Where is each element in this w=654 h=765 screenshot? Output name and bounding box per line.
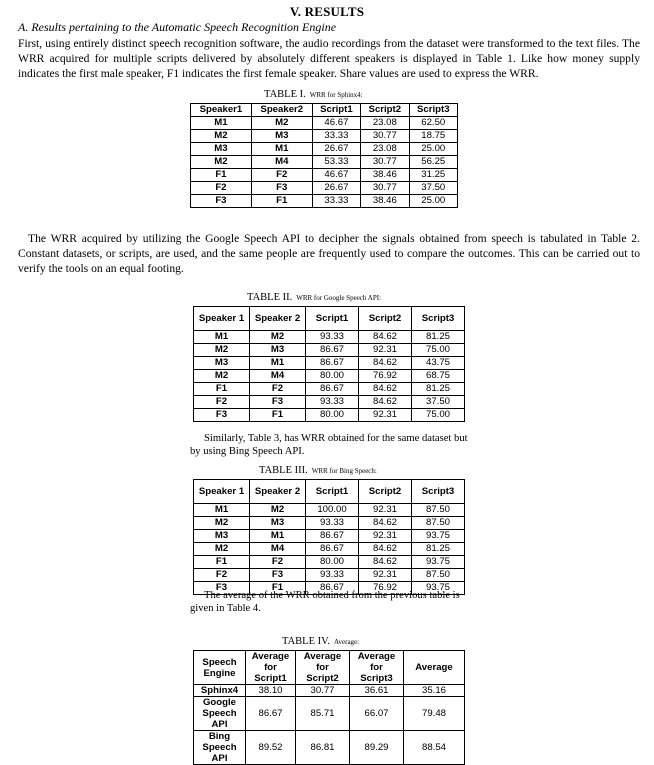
table-row xyxy=(194,731,465,765)
row-label-cell: M2 xyxy=(194,543,250,556)
value-cell: 89.29 xyxy=(350,731,404,765)
table-header-cell: Speaker 2 xyxy=(250,307,306,331)
table-row xyxy=(194,569,465,582)
value-cell: 86.67 xyxy=(306,582,359,595)
row-label-cell: M4 xyxy=(250,370,306,383)
table-row xyxy=(194,530,465,543)
paragraph-average: The average of the WRR obtained from the previous table is given in Table 4. xyxy=(190,590,460,614)
row-label-cell: F2 xyxy=(194,396,250,409)
table-header-cell: Script3 xyxy=(412,307,465,331)
value-cell: 75.00 xyxy=(412,344,465,357)
table-header-cell: Average for Script2 xyxy=(296,651,350,685)
table-header-cell: Script1 xyxy=(312,104,360,117)
value-cell: 86.67 xyxy=(306,530,359,543)
value-cell: 81.25 xyxy=(412,331,465,344)
section-title: V. RESULTS xyxy=(289,4,365,19)
table-row xyxy=(191,117,458,130)
value-cell: 30.77 xyxy=(361,182,409,195)
value-cell: 93.33 xyxy=(306,331,359,344)
value-cell: 84.62 xyxy=(359,543,412,556)
value-cell: 30.77 xyxy=(361,130,409,143)
row-label-cell: M1 xyxy=(250,357,306,370)
table-4-caption xyxy=(282,636,359,647)
row-label-cell: F1 xyxy=(251,195,312,208)
table-row xyxy=(194,504,465,517)
value-cell: 88.54 xyxy=(404,731,465,765)
value-cell: 33.33 xyxy=(312,195,360,208)
value-cell: 86.81 xyxy=(296,731,350,765)
value-cell: 86.67 xyxy=(306,383,359,396)
table-2-google xyxy=(193,306,465,422)
table-header-cell: Speech Engine xyxy=(194,651,246,685)
table-row xyxy=(194,331,465,344)
value-cell: 56.25 xyxy=(409,156,457,169)
row-label-cell: F2 xyxy=(191,182,252,195)
row-label-cell: M2 xyxy=(194,517,250,530)
row-label-cell: M4 xyxy=(250,543,306,556)
row-label-cell: M2 xyxy=(194,370,250,383)
table-header-cell: Script3 xyxy=(409,104,457,117)
value-cell: 85.71 xyxy=(296,697,350,731)
value-cell: 92.31 xyxy=(359,344,412,357)
row-label-cell: M1 xyxy=(251,143,312,156)
table-header-cell: Script2 xyxy=(361,104,409,117)
table-row xyxy=(194,383,465,396)
table-4-average xyxy=(193,650,465,765)
row-label-cell: M4 xyxy=(251,156,312,169)
value-cell: 80.00 xyxy=(306,409,359,422)
value-cell: 93.33 xyxy=(306,569,359,582)
table-1-title: WRR for Sphinx4: xyxy=(309,91,363,99)
table-3-label: TABLE III. xyxy=(259,465,308,476)
value-cell: 35.16 xyxy=(404,685,465,697)
table-row xyxy=(194,396,465,409)
table-4-title: Average: xyxy=(333,638,360,646)
row-label-cell: F1 xyxy=(250,582,306,595)
value-cell: 93.75 xyxy=(412,556,465,569)
table-row xyxy=(194,697,465,731)
row-label-cell: M2 xyxy=(250,331,306,344)
value-cell: 84.62 xyxy=(359,331,412,344)
value-cell: 100.00 xyxy=(306,504,359,517)
table-header-cell: Script3 xyxy=(412,480,465,504)
table-3-body xyxy=(194,504,465,595)
table-2-title: WRR for Google Speech API: xyxy=(296,294,381,302)
row-label-cell: Bing Speech API xyxy=(194,731,246,765)
row-label-cell: M3 xyxy=(250,344,306,357)
value-cell: 31.25 xyxy=(409,169,457,182)
value-cell: 36.61 xyxy=(350,685,404,697)
value-cell: 86.67 xyxy=(306,543,359,556)
table-2-body xyxy=(194,331,465,422)
table-2-caption xyxy=(247,292,381,303)
table-header-cell: Speaker2 xyxy=(251,104,312,117)
value-cell: 66.07 xyxy=(350,697,404,731)
table-1-label: TABLE I. xyxy=(264,89,306,100)
row-label-cell: M2 xyxy=(251,117,312,130)
table-row xyxy=(194,344,465,357)
value-cell: 87.50 xyxy=(412,569,465,582)
value-cell: 23.08 xyxy=(361,143,409,156)
table-row xyxy=(194,409,465,422)
table-row xyxy=(194,370,465,383)
row-label-cell: F3 xyxy=(191,195,252,208)
value-cell: 92.31 xyxy=(359,504,412,517)
table-header-cell: Script1 xyxy=(306,480,359,504)
value-cell: 30.77 xyxy=(361,156,409,169)
value-cell: 25.00 xyxy=(409,195,457,208)
table-4-label: TABLE IV. xyxy=(282,636,330,647)
value-cell: 79.48 xyxy=(404,697,465,731)
value-cell: 38.46 xyxy=(361,169,409,182)
value-cell: 46.67 xyxy=(312,169,360,182)
table-header-cell: Speaker 2 xyxy=(250,480,306,504)
row-label-cell: M3 xyxy=(191,143,252,156)
row-label-cell: M2 xyxy=(194,344,250,357)
table-row xyxy=(194,685,465,697)
paragraph-intro: First, using entirely distinct speech recognition software, the audio recordings from the dataset were transformed to the text files. The WRR acquired for multiple scripts delivered by absolutely different speakers is displayed in Table 1. Like how money supply indicates the first male speaker, F1 indicates the first female speaker. Share values are used to express the WRR. xyxy=(18,37,640,80)
table-3-bing xyxy=(193,479,465,595)
table-header-cell: Average xyxy=(404,651,465,685)
row-label-cell: M1 xyxy=(194,331,250,344)
value-cell: 80.00 xyxy=(306,370,359,383)
table-header-cell: Speaker1 xyxy=(191,104,252,117)
row-label-cell: F3 xyxy=(194,582,250,595)
row-label-cell: F1 xyxy=(250,409,306,422)
value-cell: 37.50 xyxy=(409,182,457,195)
value-cell: 26.67 xyxy=(312,143,360,156)
row-label-cell: F2 xyxy=(250,556,306,569)
value-cell: 37.50 xyxy=(412,396,465,409)
value-cell: 93.33 xyxy=(306,396,359,409)
row-label-cell: F3 xyxy=(250,396,306,409)
row-label-cell: M3 xyxy=(194,530,250,543)
value-cell: 62.50 xyxy=(409,117,457,130)
value-cell: 75.00 xyxy=(412,409,465,422)
table-row xyxy=(194,556,465,569)
row-label-cell: Google Speech API xyxy=(194,697,246,731)
value-cell: 84.62 xyxy=(359,396,412,409)
value-cell: 26.67 xyxy=(312,182,360,195)
table-1-body xyxy=(191,117,458,208)
table-header-cell: Script2 xyxy=(359,480,412,504)
row-label-cell: M2 xyxy=(191,156,252,169)
value-cell: 84.62 xyxy=(359,556,412,569)
row-label-cell: M1 xyxy=(194,504,250,517)
value-cell: 18.75 xyxy=(409,130,457,143)
value-cell: 46.67 xyxy=(312,117,360,130)
row-label-cell: F2 xyxy=(250,383,306,396)
value-cell: 84.62 xyxy=(359,383,412,396)
row-label-cell: Sphinx4 xyxy=(194,685,246,697)
paragraph-google: The WRR acquired by utilizing the Google Speech API to decipher the signals obtained from speech is tabulated in Table 2. Constant datasets, or scripts, are used, and the same people are frequently used to compare the outcomes. This can be carried out to verify the tools on an equal footing. xyxy=(18,232,640,275)
row-label-cell: F2 xyxy=(194,569,250,582)
value-cell: 92.31 xyxy=(359,569,412,582)
value-cell: 30.77 xyxy=(296,685,350,697)
table-header-cell: Script1 xyxy=(306,307,359,331)
table-3-caption xyxy=(259,465,377,476)
row-label-cell: F2 xyxy=(251,169,312,182)
value-cell: 93.75 xyxy=(412,530,465,543)
value-cell: 43.75 xyxy=(412,357,465,370)
table-row xyxy=(191,195,458,208)
value-cell: 33.33 xyxy=(312,130,360,143)
table-row xyxy=(191,169,458,182)
value-cell: 76.92 xyxy=(359,370,412,383)
value-cell: 68.75 xyxy=(412,370,465,383)
row-label-cell: F1 xyxy=(194,556,250,569)
table-row xyxy=(191,156,458,169)
row-label-cell: F1 xyxy=(191,169,252,182)
table-1-sphinx4 xyxy=(190,103,458,208)
value-cell: 38.10 xyxy=(246,685,296,697)
value-cell: 86.67 xyxy=(306,344,359,357)
value-cell: 89.52 xyxy=(246,731,296,765)
value-cell: 92.31 xyxy=(359,530,412,543)
row-label-cell: M2 xyxy=(250,504,306,517)
table-row xyxy=(194,543,465,556)
value-cell: 93.33 xyxy=(306,517,359,530)
paragraph-bing: Similarly, Table 3, has WRR obtained for the same dataset but by using Bing Speech API. xyxy=(190,433,468,457)
value-cell: 80.00 xyxy=(306,556,359,569)
value-cell: 23.08 xyxy=(361,117,409,130)
row-label-cell: M1 xyxy=(250,530,306,543)
table-row xyxy=(191,182,458,195)
table-1-caption xyxy=(264,89,363,100)
value-cell: 53.33 xyxy=(312,156,360,169)
table-3-title: WRR for Bing Speech: xyxy=(311,467,377,475)
table-row xyxy=(191,143,458,156)
value-cell: 76.92 xyxy=(359,582,412,595)
value-cell: 86.67 xyxy=(306,357,359,370)
value-cell: 86.67 xyxy=(246,697,296,731)
value-cell: 38.46 xyxy=(361,195,409,208)
row-label-cell: M3 xyxy=(194,357,250,370)
table-row xyxy=(191,130,458,143)
value-cell: 81.25 xyxy=(412,543,465,556)
row-label-cell: M1 xyxy=(191,117,252,130)
value-cell: 93.75 xyxy=(412,582,465,595)
value-cell: 87.50 xyxy=(412,504,465,517)
row-label-cell: M3 xyxy=(250,517,306,530)
row-label-cell: M2 xyxy=(191,130,252,143)
value-cell: 81.25 xyxy=(412,383,465,396)
table-header-cell: Speaker 1 xyxy=(194,480,250,504)
value-cell: 92.31 xyxy=(359,409,412,422)
row-label-cell: F3 xyxy=(251,182,312,195)
row-label-cell: F1 xyxy=(194,383,250,396)
row-label-cell: M3 xyxy=(251,130,312,143)
table-row xyxy=(194,517,465,530)
value-cell: 84.62 xyxy=(359,517,412,530)
row-label-cell: F3 xyxy=(250,569,306,582)
row-label-cell: F3 xyxy=(194,409,250,422)
subsection-heading: A. Results pertaining to the Automatic Speech Recognition Engine xyxy=(18,20,337,34)
table-header-cell: Average for Script1 xyxy=(246,651,296,685)
table-2-label: TABLE II. xyxy=(247,292,293,303)
value-cell: 87.50 xyxy=(412,517,465,530)
table-header-cell: Average for Script3 xyxy=(350,651,404,685)
table-header-cell: Script2 xyxy=(359,307,412,331)
value-cell: 25.00 xyxy=(409,143,457,156)
table-4-body xyxy=(194,685,465,765)
value-cell: 84.62 xyxy=(359,357,412,370)
table-row xyxy=(194,357,465,370)
table-header-cell: Speaker 1 xyxy=(194,307,250,331)
